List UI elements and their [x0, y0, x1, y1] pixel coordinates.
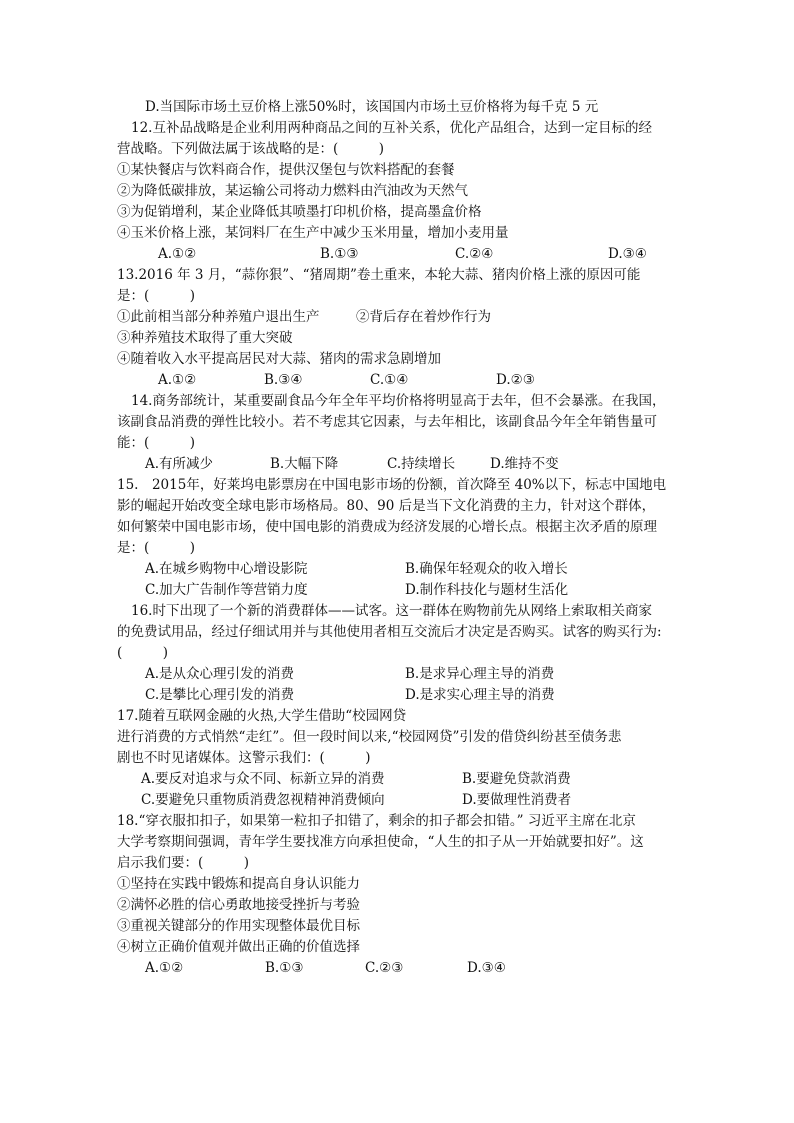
- q12-stem-line1: 12.互补品战略是企业利用两种商品之间的互补关系，优化产品组合，达到一定目标的经: [131, 120, 652, 136]
- q13-option-c: C.①④: [370, 372, 409, 388]
- q17-stem-line1: 17.随着互联网金融的火热,大学生借助“校园网贷: [117, 708, 407, 724]
- q14-option-b: B.大幅下降: [270, 456, 339, 472]
- q12-option-c: C.②④: [455, 246, 494, 262]
- q18-stem-line3: 启示我们要：( ): [117, 855, 250, 871]
- q12-item-1: ①某快餐店与饮料商合作，提供汉堡包与饮料搭配的套餐: [117, 162, 455, 178]
- q16-stem-line1: 16.时下出现了一个新的消费群体——试客。这一群体在购物前先从网络上索取相关商家: [131, 603, 652, 619]
- q18-item-4: ④树立正确价值观并做出正确的价值选择: [117, 939, 360, 955]
- q18-option-b: B.①③: [265, 960, 304, 976]
- q15-option-d: D.制作科技化与题材生活化: [405, 582, 569, 598]
- q12-item-4: ④玉米价格上涨，某饲料厂在生产中减少玉米用量，增加小麦用量: [117, 225, 509, 241]
- q14-stem-line2: 该副食品消费的弹性比较小。若不考虑其它因素，与去年相比，该副食品今年全年销售量可: [117, 414, 657, 430]
- q15-stem-line1: 15. 2015年，好莱坞电影票房在中国电影市场的份额，首次降至 40%以下，标志中国地电: [117, 477, 667, 493]
- q15-option-a: A.在城乡购物中心增设影院: [145, 561, 308, 577]
- q13-stem-line1: 13.2016 年 3 月，“蒜你狠”、“猪周期”卷土重来，本轮大蒜、猪肉价格上涨的原因可能: [117, 267, 641, 283]
- q17-stem-line3: 剧也不时见诸媒体。这警示我们：( ): [117, 750, 371, 766]
- q16-option-b: B.是求异心理主导的消费: [405, 666, 555, 682]
- q15-option-b: B.确保年轻观众的收入增长: [405, 561, 568, 577]
- q18-stem-line2: 大学考察期间强调，青年学生要找准方向承担使命，“人生的扣子从一开始就要扣好”。这: [117, 834, 644, 850]
- q13-stem-line2: 是：( ): [117, 288, 196, 304]
- q13-item-1: ①此前相当部分种养殖户退出生产: [117, 309, 320, 325]
- q14-option-a: A.有所减少: [145, 456, 214, 472]
- q16-option-c: C.是攀比心理引发的消费: [145, 687, 295, 703]
- q12-option-b: B.①③: [320, 246, 359, 262]
- q17-option-b: B.要避免贷款消费: [462, 771, 571, 787]
- q16-option-d: D.是求实心理主导的消费: [405, 687, 555, 703]
- q12-item-3: ③为促销增利，某企业降低其喷墨打印机价格，提高墨盒价格: [117, 204, 482, 220]
- q17-stem-line2: 进行消费的方式悄然“走红”。但一段时间以来,“校园网贷”引发的借贷纠纷甚至债务悲: [117, 729, 622, 745]
- q12-stem-line2: 营战略。下列做法属于该战略的是：( ): [117, 141, 385, 157]
- q14-stem-line3: 能：( ): [117, 435, 196, 451]
- q12-option-d: D.③④: [608, 246, 647, 262]
- q15-stem-line3: 如何繁荣中国电影市场，使中国电影的消费成为经济发展的心增长点。根据主次矛盾的原理: [117, 519, 657, 535]
- q18-item-1: ①坚持在实践中锻炼和提高自身认识能力: [117, 876, 360, 892]
- q14-stem-line1: 14.商务部统计，某重要副食品今年全年平均价格将明显高于去年，但不会暴涨。在我国，: [131, 393, 666, 409]
- q12-option-a: A.①②: [158, 246, 197, 262]
- q15-option-c: C.加大广告制作等营销力度: [145, 582, 308, 598]
- q16-option-a: A.是从众心理引发的消费: [145, 666, 295, 682]
- q18-item-3: ③重视关键部分的作用实现整体最优目标: [117, 918, 360, 934]
- q14-option-d: D.维持不变: [490, 456, 559, 472]
- q13-item-3: ③种养殖技术取得了重大突破: [117, 330, 293, 346]
- q13-option-a: A.①②: [158, 372, 197, 388]
- q11-option-d: D.当国际市场土豆价格上涨50%时，该国国内市场土豆价格将为每千克 5 元: [145, 99, 599, 115]
- q18-option-a: A.①②: [145, 960, 184, 976]
- q13-option-b: B.③④: [264, 372, 303, 388]
- q18-stem-line1: 18.“穿衣服扣扣子，如果第一粒扣子扣错了，剩余的扣子都会扣错。” 习近平主席在北京: [117, 813, 636, 829]
- q16-stem-line3: ( ): [117, 645, 169, 661]
- q17-option-c: C.要避免只重物质消费忽视精神消费倾向: [141, 792, 385, 808]
- q12-item-2: ②为降低碳排放，某运输公司将动力燃料由汽油改为天然气: [117, 183, 468, 199]
- q18-item-2: ②满怀必胜的信心勇敢地接受挫折与考验: [117, 897, 360, 913]
- q15-stem-line2: 影的崛起开始改变全球电影市场格局。80、90 后是当下文化消费的主力，针对这个群体，: [117, 498, 656, 514]
- q13-item-2: ②背后存在着炒作行为: [356, 309, 491, 325]
- q17-option-d: D.要做理性消费者: [462, 792, 572, 808]
- q18-option-d: D.③④: [467, 960, 506, 976]
- q13-item-4: ④随着收入水平提高居民对大蒜、猪肉的需求急剧增加: [117, 351, 441, 367]
- q16-stem-line2: 的免费试用品，经过仔细试用并与其他使用者相互交流后才决定是否购买。试客的购买行为:: [117, 624, 662, 640]
- q15-stem-line4: 是：( ): [117, 540, 196, 556]
- q13-option-d: D.②③: [496, 372, 535, 388]
- q18-option-c: C.②③: [365, 960, 404, 976]
- q14-option-c: C.持续增长: [387, 456, 456, 472]
- q17-option-a: A.要反对追求与众不同、标新立异的消费: [141, 771, 385, 787]
